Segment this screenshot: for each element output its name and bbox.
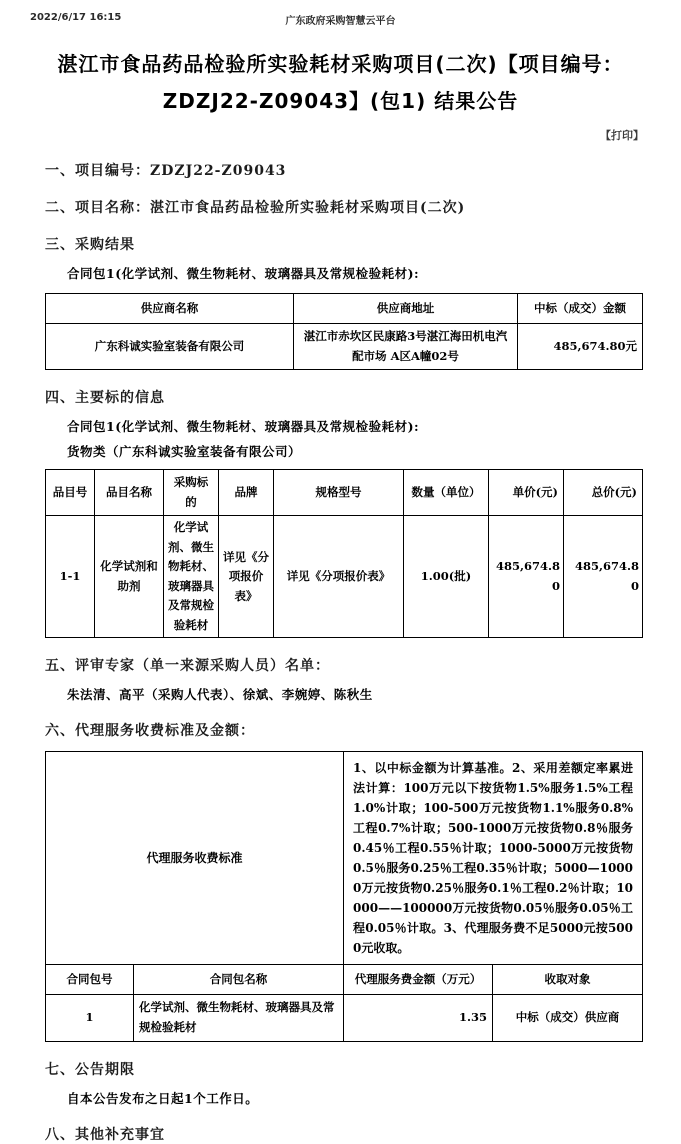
announcement-period-text: 自本公告发布之日起1个工作日。 (67, 1090, 259, 1106)
section-6-agency-fee: 六、代理服务收费标准及金额： (45, 723, 255, 740)
table-header-row (46, 294, 643, 324)
header-subject: 采购标的 (164, 470, 219, 516)
section-4-package-line: 合同包1(化学试剂、微生物耗材、玻璃器具及常规检验耗材): (67, 419, 420, 435)
cell-brand: 详见《分项报价表》 (219, 516, 274, 638)
section-5-expert-list: 五、评审专家（单一来源采购人员）名单： (45, 658, 330, 675)
header-supplier-address: 供应商地址 (294, 294, 518, 324)
header-item-name: 品目名称 (95, 470, 164, 516)
header-package-no: 合同包号 (46, 965, 134, 995)
fee-standard-row (46, 752, 643, 965)
section-3-package-line: 合同包1(化学试剂、微生物耗材、玻璃器具及常规检验耗材): (67, 266, 420, 281)
header-item-no: 品目号 (46, 470, 95, 516)
cell-payer: 中标（成交）供应商 (493, 995, 643, 1041)
table-row (46, 995, 643, 1041)
table-row (46, 516, 643, 638)
subject-detail-table (45, 469, 643, 638)
section-3-procurement-result: 三、采购结果 (45, 237, 135, 253)
cell-package-no: 1 (46, 995, 134, 1041)
announcement-page (0, 10, 681, 1143)
print-button-row (0, 124, 681, 140)
header-unit-price: 单价(元) (489, 470, 564, 516)
cell-spec-model: 详见《分项报价表》 (274, 516, 404, 638)
cell-total-price: 485,674.80 (564, 516, 643, 638)
site-name: 广东政府采购智慧云平台 (285, 16, 396, 27)
print-button[interactable]: 【打印】 (600, 129, 644, 142)
cell-item-no: 1-1 (46, 516, 95, 638)
cell-supplier-name: 广东科诚实验室装备有限公司 (46, 324, 294, 370)
cell-supplier-address: 湛江市赤坎区民康路3号湛江海田机电汽配市场 A区A幢02号 (294, 324, 518, 370)
table-header-row (46, 965, 643, 995)
announcement-body (0, 160, 681, 1144)
section-2-project-name: 二、项目名称：湛江市食品药品检验所实验耗材采购项目(二次) (45, 200, 466, 216)
cell-award-amount: 485,674.80元 (518, 324, 643, 370)
cell-unit-price: 485,674.80 (489, 516, 564, 638)
header-brand: 品牌 (219, 470, 274, 516)
table-header-row (46, 470, 643, 516)
cell-quantity: 1.00(批) (404, 516, 489, 638)
section-4-category-line: 货物类（广东科诚实验室装备有限公司） (67, 444, 302, 460)
agency-fee-table (45, 751, 643, 1041)
cell-fee-standard-text: 1、以中标金额为计算基准。2、采用差额定率累进法计算：100万元以下按货物1.5%服务1.5%工程1.0%计取；100-500万元按货物1.1%服务0.8%工程0.7%计取；500-1000万元按货物0.8％服务0.45％工程0.55％计取；1000-5000万元按货物0.5％服务0.25％工程0.35％计取；5000—10000万元按货物0.25％服务0.1％工程0.2％计取；10000——100000万元按货物0.05％服务0.05％工程0.05％计取。3、代理服务费不足5000元按5000元收取。 (344, 752, 643, 965)
section-4-main-subject-info: 四、主要标的信息 (45, 390, 165, 407)
cell-subject: 化学试剂、微生物耗材、玻璃器具及常规检验耗材 (164, 516, 219, 638)
print-timestamp: 2022/6/17 16:15 (30, 12, 122, 23)
section-1-project-number: 一、项目编号：ZDZJ22-Z09043 (45, 163, 287, 179)
header-spec-model: 规格型号 (274, 470, 404, 516)
print-page-header (0, 10, 681, 32)
header-award-amount: 中标（成交）金额 (518, 294, 643, 324)
cell-item-name: 化学试剂和助剂 (95, 516, 164, 638)
cell-fee-standard-label: 代理服务收费标准 (46, 752, 344, 965)
table-row (46, 324, 643, 370)
header-total-price: 总价(元) (564, 470, 643, 516)
section-7-announcement-period: 七、公告期限 (45, 1061, 135, 1078)
expert-names: 朱法清、高平（采购人代表）、徐斌、李婉婷、陈秋生 (67, 687, 373, 703)
supplier-result-table (45, 293, 643, 370)
header-package-name: 合同包名称 (134, 965, 344, 995)
cell-fee-amount: 1.35 (344, 995, 493, 1041)
header-supplier-name: 供应商名称 (46, 294, 294, 324)
section-8-other-matters: 八、其他补充事宜 (45, 1126, 165, 1143)
page-title: 湛江市食品药品检验所实验耗材采购项目(二次)【项目编号：ZDZJ22-Z09043】(包1) 结果公告 (57, 52, 624, 113)
header-fee-amount: 代理服务费金额（万元） (344, 965, 493, 995)
header-quantity-unit: 数量（单位） (404, 470, 489, 516)
cell-package-name: 化学试剂、微生物耗材、玻璃器具及常规检验耗材 (134, 995, 344, 1041)
header-payer: 收取对象 (493, 965, 643, 995)
